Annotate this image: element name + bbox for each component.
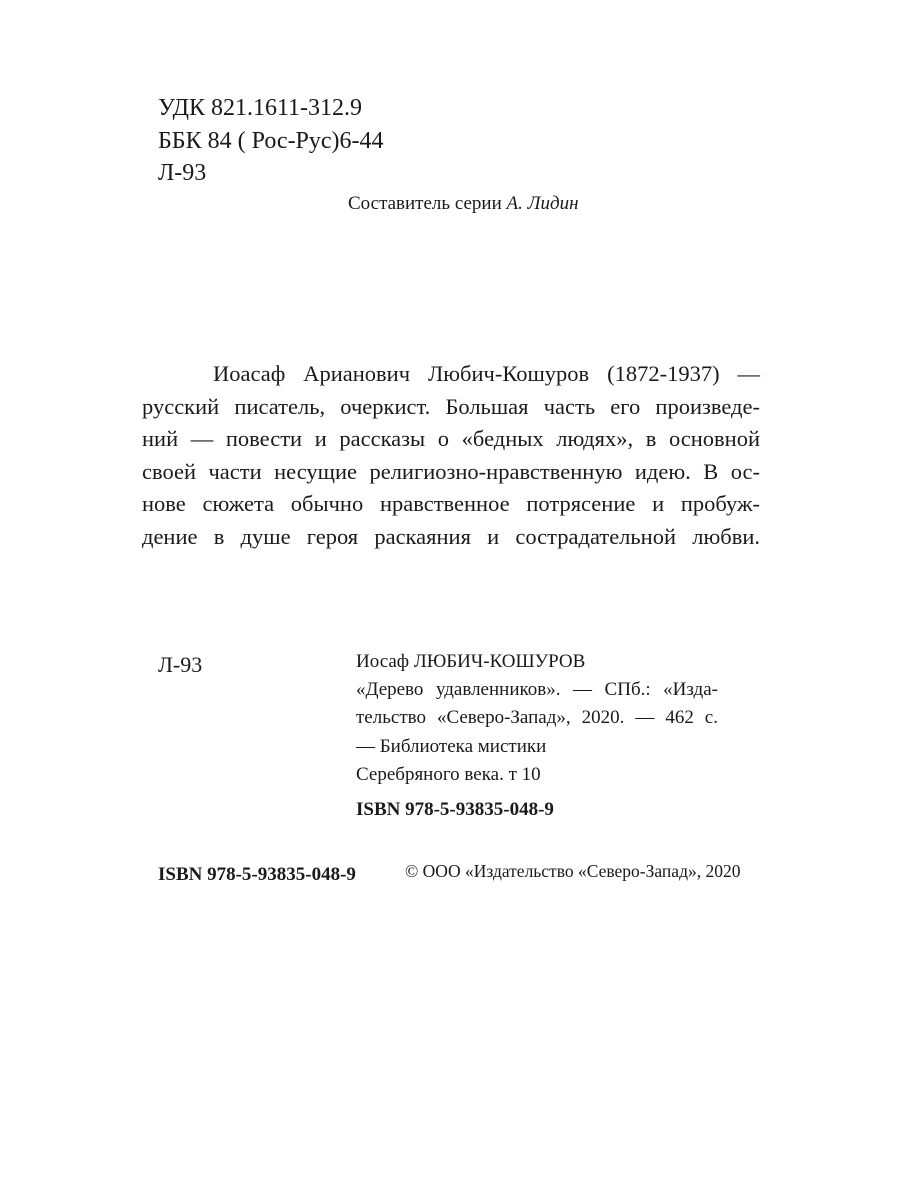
annotation-line: дение в душе героя раскаяния и сострадательной любви.	[142, 523, 760, 549]
udk-code: УДК 821.1611-312.9	[158, 95, 363, 121]
classification-block	[158, 92, 384, 190]
bibliographic-record	[356, 648, 718, 789]
bibliography-isbn: ISBN 978-5-93835-048-9	[356, 799, 554, 820]
bib-line: тельство «Северо-Запад», 2020. — 462 с.	[356, 707, 718, 729]
bib-line: Иосаф ЛЮБИЧ-КОШУРОВ	[356, 651, 586, 672]
annotation-line: своей части несущие религиозно-нравственную идею. В ос-	[142, 458, 760, 484]
author-code: Л-93	[158, 160, 207, 186]
copyright: © ООО «Издательство «Северо-Запад», 2020	[405, 861, 741, 881]
bibliography-code: Л-93	[158, 652, 203, 677]
annotation-line: Иоасаф Арианович Любич-Кошуров (1872-1937) —	[213, 361, 760, 386]
bib-line: — Библиотека мистики	[356, 735, 547, 757]
footer-isbn: ISBN 978-5-93835-048-9	[158, 864, 356, 885]
bib-line: Серебряного века. т 10	[356, 763, 541, 785]
annotation-line: нове сюжета обычно нравственное потрясение и пробуж-	[142, 491, 760, 516]
compiler-label: Составитель серии	[348, 193, 502, 214]
bbk-code: ББК 84 ( Рос-Рус)6-44	[158, 127, 384, 154]
annotation	[142, 358, 760, 553]
compiler-name: А. Лидин	[506, 193, 579, 214]
series-compiler	[348, 193, 579, 215]
bib-line: «Дерево удавленников». — СПб.: «Изда-	[356, 679, 718, 701]
annotation-line: ний — повести и рассказы о «бедных людях», в основной	[142, 426, 760, 451]
annotation-line: русский писатель, очеркист. Большая часть его произведе-	[142, 393, 760, 419]
